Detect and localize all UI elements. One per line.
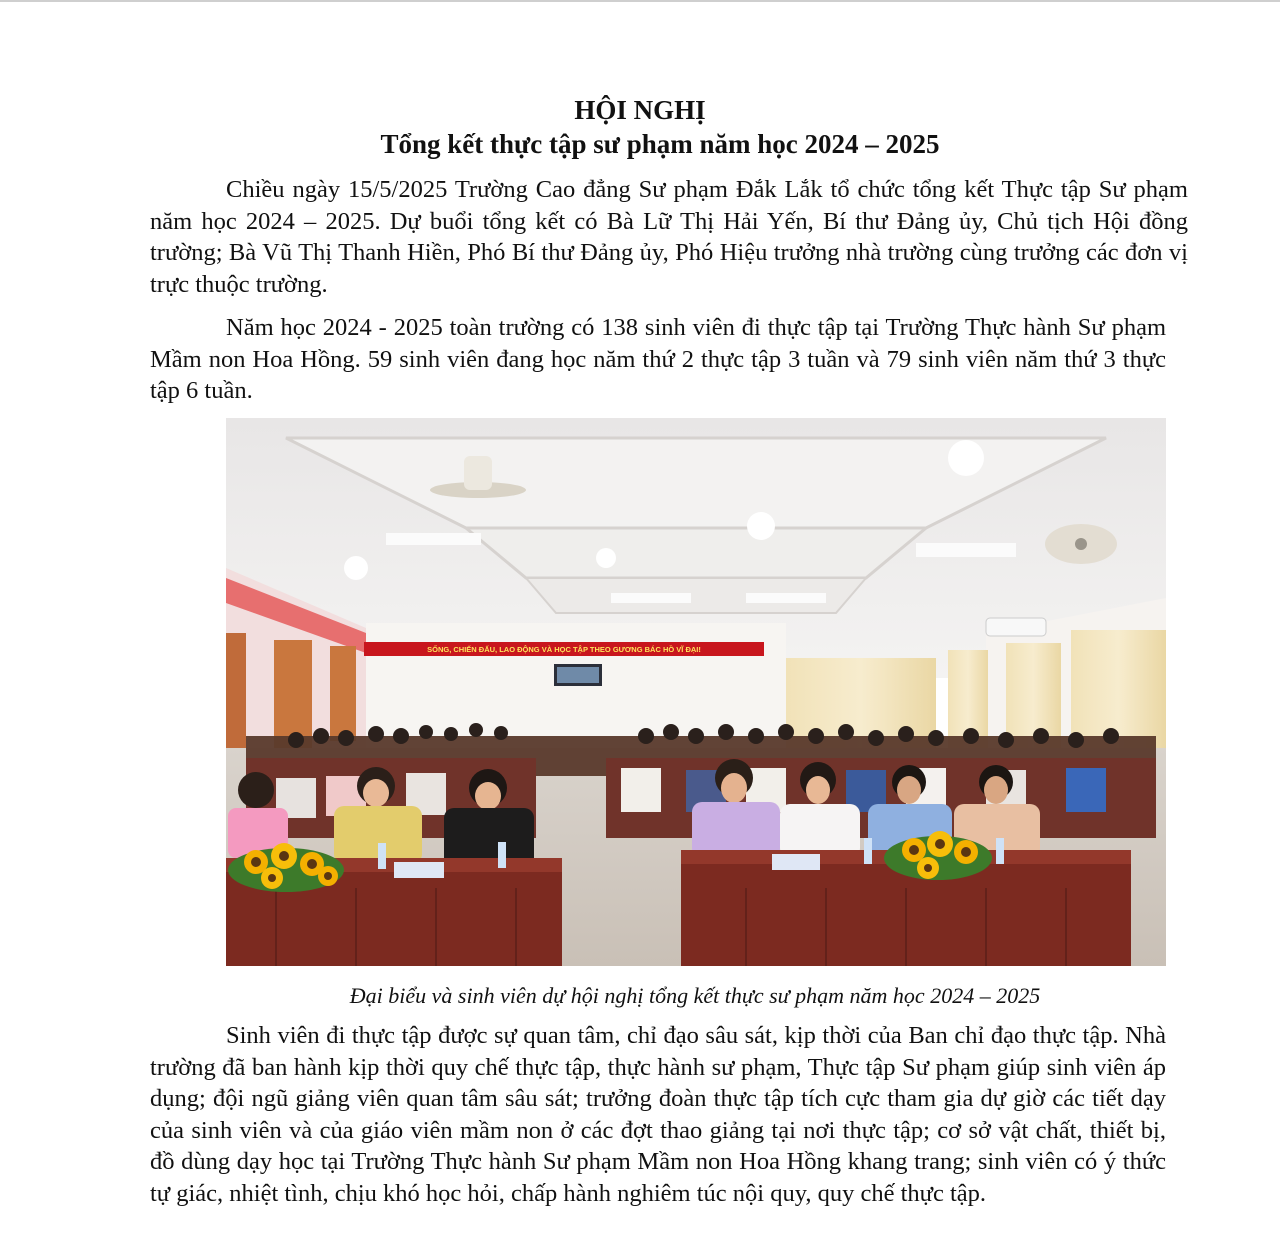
document-heading: HỘI NGHỊ [574,95,706,125]
photo-banner-text: SỐNG, CHIẾN ĐẤU, LAO ĐỘNG VÀ HỌC TẬP THEO GƯƠNG BÁC HỒ VĨ ĐẠI! [427,645,701,654]
paragraph-2 [150,312,1166,407]
top-border [0,0,1280,2]
paragraph-1 [150,174,1188,300]
paragraph-2-text: Năm học 2024 - 2025 toàn trường có 138 sinh viên đi thực tập tại Trường Thực hành Sư phạm Mầm non Hoa Hồng. 59 sinh viên đang học năm thứ 2 thực tập 3 tuần và 79 sinh viên năm thứ 3 thực tập 6 tuần. [150,314,1166,404]
paragraph-3-text: Sinh viên đi thực tập được sự quan tâm, chỉ đạo sâu sát, kịp thời của Ban chỉ đạo thực tập. Nhà trường đã ban hành kịp thời quy chế thực tập, thực hành sư phạm, Thực tập Sư phạm giúp sinh viên áp dụng; đội ngũ giảng viên quan tâm sâu sát; trưởng đoàn thực tập tích cực tham gia dự giờ các tiết dạy của sinh viên và của giáo viên mầm non ở các đợt thao giảng tại nơi thực tập; cơ sở vật chất, thiết bị, đồ dùng dạy học tại Trường Thực hành Sư phạm Mầm non Hoa Hồng khang trang; sinh viên có ý thức tự giác, nhiệt tình, chịu khó học hỏi, chấp hành nghiêm túc nội quy, quy chế thực tập. [150,1022,1166,1207]
photo-caption: Đại biểu và sinh viên dự hội nghị tổng kết thực sư phạm năm học 2024 – 2025 [349,983,1041,1008]
conference-photo [226,418,1166,966]
document-subheading: Tổng kết thực tập sư phạm năm học 2024 – 2025 [380,129,940,159]
paragraph-3 [150,1020,1166,1209]
paragraph-1-text: Chiều ngày 15/5/2025 Trường Cao đẳng Sư phạm Đắk Lắk tổ chức tổng kết Thực tập Sư phạm năm học 2024 – 2025. Dự buổi tổng kết có Bà Lữ Thị Hải Yến, Bí thư Đảng ủy, Chủ tịch Hội đồng trường; Bà Vũ Thị Thanh Hiền, Phó Bí thư Đảng ủy, Phó Hiệu trưởng nhà trường cùng trưởng các đơn vị trực thuộc trường. [150,176,1188,298]
